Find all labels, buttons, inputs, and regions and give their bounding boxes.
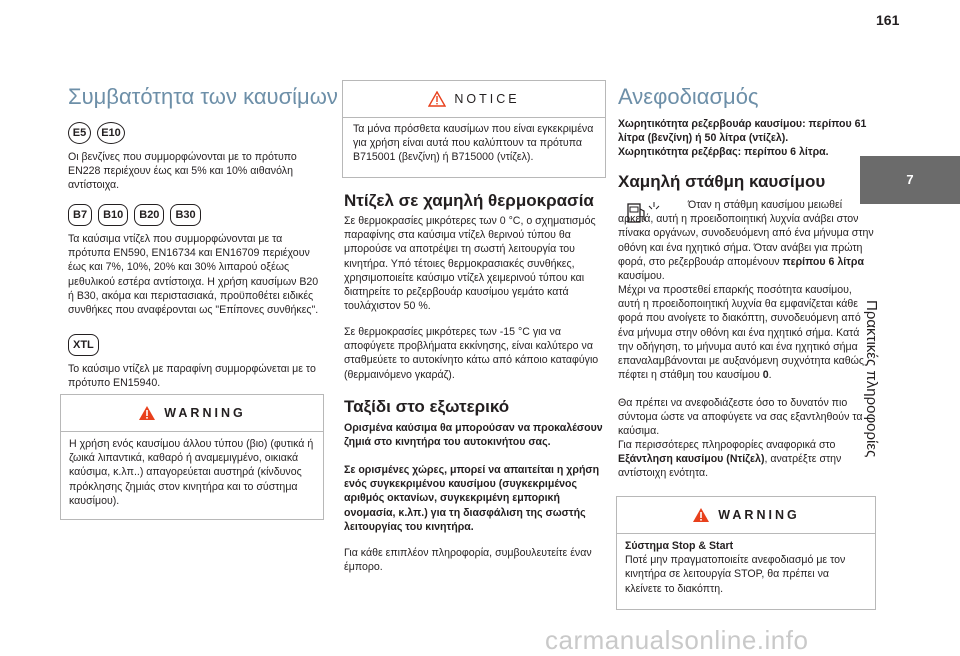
watermark: carmanualsonline.info	[545, 625, 809, 655]
heading-travel-abroad: Ταξίδι στο εξωτερικό	[344, 397, 510, 416]
travel-paragraph: Για κάθε επιπλέον πληροφορία, συμβουλευτείτε έναν έμπορο.	[344, 547, 592, 574]
reserve-capacity: Χωρητικότητα ρεζέρβας: περίπου 6 λίτρα.	[618, 146, 829, 158]
section-title-refuelling: Ανεφοδιασμός	[618, 84, 759, 109]
notice-header	[343, 81, 605, 118]
low-fuel-text-d: , ανατρέξτε στην αντίστοιχη ενότητα.	[618, 453, 842, 480]
warning-label: WARNING	[164, 406, 246, 420]
petrol-text: Οι βενζίνες που συμμορφώνονται με το πρότυπο EN228 περιέχουν έως και 5% και 10% αιθανόλη αντίστοιχα.	[68, 151, 297, 192]
warning-text-2: Ποτέ μην πραγματοποιείτε ανεφοδιασμό με τον κινητήρα σε λειτουργία STOP, θα πρέπει να κλείνετε το διακόπτη.	[625, 554, 846, 595]
low-fuel-text-bold: περίπου 6 λίτρα	[782, 255, 864, 268]
low-fuel-text-c: Για περισσότερες πληροφορίες αναφορικά στο	[618, 439, 836, 451]
warning-triangle-icon	[692, 507, 710, 523]
travel-bold-1: Ορισμένα καύσιμα θα μπορούσαν να προκαλέσουν ζημιά στο κινητήρα του αυτοκινήτου σας.	[344, 422, 603, 449]
notice-triangle-icon	[428, 91, 446, 107]
badge-b30: B30	[170, 204, 200, 226]
diesel-blend-text: Τα καύσιμα ντίζελ που συμμορφώνονται με τα πρότυπα EN590, EN16734 και EN16709 περιέχουν έως και 7%, 10%, 20% και 30% λιπαρού οξέως μεθυλικού εστέρα αντίστοιχα. Η χρήση καυσίμων B20 ή B30, ακόμα και περιστασιακά, προϋποθέτει ειδικές συνθήκες που αναφέρονται ως "Επίπονες συνθήκες".	[68, 233, 319, 317]
diesel-paragraph-2: Σε θερμοκρασίες μικρότερες των -15 °C για να αποφύγετε προβλήματα εκκίνησης, είναι καλύτερο να σταθμεύετε το αυτοκίνητο κάτω από κάποιο καταφύγιο (θερμαινόμενο γκαράζ).	[344, 326, 599, 381]
chapter-tab: 7	[860, 156, 960, 204]
low-fuel-paragraph-4	[618, 438, 874, 481]
notice-label: NOTICE	[454, 92, 520, 106]
badge-row-diesel	[68, 204, 207, 226]
low-fuel-text-a: Όταν η στάθμη καυσίμου μειωθεί αρκετά, αυτή η προειδοποιητική λυχνία ανάβει στον πίνακα οργάνων, συνοδευόμενη από ένα μήνυμα στην οθόνη και ένα ηχητικό σήμα. Όταν ανάβει για πρώτη φορά, στο ρεζερβουάρ απομένουν	[618, 199, 874, 268]
notice-text: Τα μόνα πρόσθετα καυσίμων που είναι εγκεκριμένα για χρήση είναι αυτά που καλύπτουν τα πρότυπα B715001 (βενζίνη) ή B715000 (ντίζελ).	[353, 123, 594, 164]
warning-label-2: WARNING	[718, 508, 800, 522]
xtl-text: Το καύσιμο ντίζελ με παραφίνη συμμορφώνεται με το πρότυπο EN15940.	[68, 363, 316, 390]
diesel-paragraph-1: Σε θερμοκρασίες μικρότερες των 0 °C, ο σχηματισμός παραφίνης στα καύσιμα ντίζελ θερινού τύπου θα μπορούσε να αποτρέψει τη σωστή λειτουργία του κινητήρα. Υπό τέτοιες θερμοκρασιακές συνθήκες, χρησιμοποιείτε καύσιμο ντίζελ χειμερινού τύπου και διατηρείτε το ρεζερβουάρ καυσίμου γεμάτο κατά τουλάχιστον 50 %.	[344, 215, 596, 313]
warning-box-fuel	[60, 394, 324, 520]
warning-box-stop-start	[616, 496, 876, 610]
badge-row-petrol	[68, 122, 131, 144]
badge-b20: B20	[134, 204, 164, 226]
badge-e10: E10	[97, 122, 125, 144]
low-fuel-paragraph-1	[618, 198, 874, 283]
badge-row-xtl	[68, 334, 105, 356]
warning-text: Η χρήση ενός καυσίμου άλλου τύπου (βιο) (φυτικά ή ζωικά λιπαντικά, καθαρό ή αναμεμιγμένο, οικιακά καύσιμα, κ.λπ..) απαγορεύεται αυστηρά (κίνδυνος πρόκλησης ζημιάς στον κινητήρα και το σύστημα καυσίμου).	[69, 438, 314, 507]
warning-triangle-icon	[138, 405, 156, 421]
section-title: Συμβατότητα των καυσίμων	[68, 84, 338, 109]
low-fuel-paragraph-2: Μέχρι να προστεθεί επαρκής ποσότητα καυσίμου, αυτή η προειδοποιητική λυχνία θα εμφανίζεται κάθε φορά που ανοίγετε το διακόπτη, συνοδευόμενη από ένα μήνυμα στην οθόνη και ένα ηχητικό σήμα. Κατά την οδήγηση, το μήνυμα αυτό και ένα ηχητικό σήμα επαναλαμβάνονται με αυξανόμενη συχνότητα καθώς πέφτει η στάθμη του καυσίμου 0.	[618, 284, 865, 382]
travel-bold-2: Σε ορισμένες χώρες, μπορεί να απαιτείται η χρήση ενός συγκεκριμένου καυσίμου (συγκεκριμένος αριθμός οκτανίων, συγκεκριμένη εμπορική ονομασία, κ.λπ.) για τη διασφάλιση της σωστής λειτουργίας του κινητήρα.	[344, 464, 600, 533]
tank-capacity: Χωρητικότητα ρεζερβουάρ καυσίμου: περίπου 61 λίτρα (βενζίνη) ή 50 λίτρα (ντίζελ).	[618, 118, 867, 145]
low-fuel-zero: 0	[762, 369, 769, 382]
warning-header-2	[617, 497, 875, 534]
low-fuel-text-b: Μέχρι να προστεθεί επαρκής ποσότητα καυσίμου, αυτή η προειδοποιητική λυχνία θα εμφανίζεται κάθε φορά που ανοίγετε το διακόπτη, συνοδευόμενη από ένα μήνυμα στην οθόνη και ένα ηχητικό σήμα. Κατά την οδήγηση, το μήνυμα αυτό και ένα ηχητικό σήμα επαναλαμβάνονται με αυξανόμενη συχνότητα καθώς πέφτει η στάθμη του καυσίμου	[618, 284, 865, 382]
chapter-side-label: Πρακτικές πληροφορίες	[863, 300, 880, 458]
heading-low-fuel: Χαμηλή στάθμη καυσίμου	[618, 172, 826, 191]
notice-box	[342, 80, 606, 178]
badge-xtl: XTL	[68, 334, 99, 356]
page-number: 161	[876, 12, 900, 28]
badge-b10: B10	[98, 204, 128, 226]
fuel-exhaustion-link: Εξάντληση καυσίμου (Ντίζελ)	[618, 453, 765, 466]
badge-e5: E5	[68, 122, 91, 144]
warning-title-2: Σύστημα Stop & Start	[625, 540, 734, 552]
warning-header	[61, 395, 323, 432]
low-fuel-paragraph-3: Θα πρέπει να ανεφοδιάζεστε όσο το δυνατόν πιο σύντομα ώστε να αποφύγετε να σας εξαντληθούν τα καύσιμα.	[618, 397, 863, 438]
badge-b7: B7	[68, 204, 92, 226]
low-fuel-text-end: καυσίμου.	[618, 270, 665, 283]
heading-diesel-low-temp: Ντίζελ σε χαμηλή θερμοκρασία	[344, 191, 594, 210]
